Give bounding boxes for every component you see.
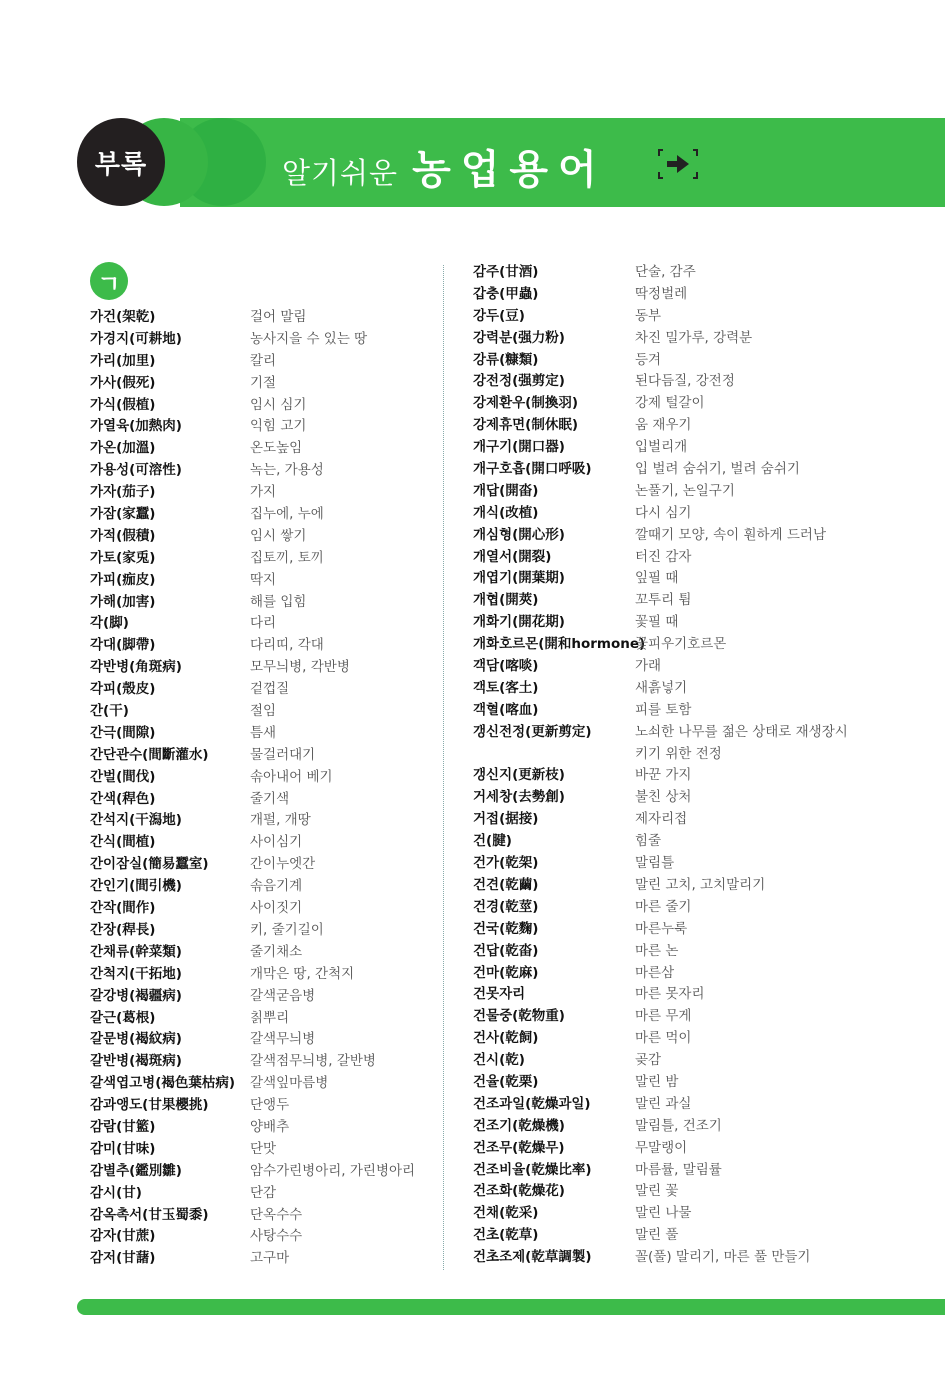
glossary-meaning: 개펄, 개땅 bbox=[250, 812, 311, 829]
glossary-meaning: 단술, 감주 bbox=[635, 264, 696, 280]
glossary-meaning: 절임 bbox=[250, 703, 277, 720]
glossary-term: 건초조제(乾草調製) bbox=[473, 1249, 592, 1266]
glossary-meaning: 다리띠, 각대 bbox=[250, 637, 324, 654]
glossary-meaning: 다리 bbox=[250, 615, 277, 632]
glossary-meaning: 줄기채소 bbox=[250, 943, 303, 960]
glossary-meaning: 물걸러대기 bbox=[250, 746, 316, 763]
arrow-right-bracket-icon bbox=[657, 148, 699, 180]
glossary-term: 감옥촉서(甘玉蜀黍) bbox=[90, 1206, 209, 1223]
glossary-meaning: 꽃필 때 bbox=[635, 614, 679, 631]
glossary-term: 객토(客土) bbox=[473, 679, 539, 696]
glossary-meaning: 말린 꽃 bbox=[635, 1183, 679, 1200]
glossary-term: 개열서(開裂) bbox=[473, 548, 552, 565]
glossary-term: 개화기(開花期) bbox=[473, 614, 565, 631]
glossary-term: 감시(甘) bbox=[90, 1184, 142, 1201]
glossary-meaning: 양배추 bbox=[250, 1118, 290, 1135]
glossary-term: 건조과일(乾燥과일) bbox=[473, 1095, 591, 1112]
glossary-term: 각반병(角斑病) bbox=[90, 659, 182, 676]
glossary-term: 건못자리 bbox=[473, 986, 526, 1003]
glossary-meaning: 움 재우기 bbox=[635, 417, 692, 434]
glossary-term: 간채류(幹菜類) bbox=[90, 943, 182, 960]
glossary-term: 가사(假死) bbox=[90, 374, 156, 391]
glossary-meaning: 단앵두 bbox=[250, 1097, 290, 1114]
glossary-meaning: 꽃피우기호르몬 bbox=[635, 636, 727, 653]
glossary-term: 건국(乾麴) bbox=[473, 920, 539, 937]
glossary-term: 각(脚) bbox=[90, 615, 129, 632]
glossary-term: 강제휴면(制休眠) bbox=[473, 417, 579, 434]
glossary-term: 감미(甘味) bbox=[90, 1140, 156, 1157]
glossary-meaning: 피를 토함 bbox=[635, 701, 692, 718]
glossary-meaning: 갈색점무늬병, 갈반병 bbox=[250, 1053, 376, 1070]
glossary-meaning: 동부 bbox=[635, 307, 662, 324]
glossary-term: 건조기(乾燥機) bbox=[473, 1117, 565, 1134]
glossary-meaning: 겉껍질 bbox=[250, 681, 290, 698]
glossary-meaning: 바꾼 가지 bbox=[635, 767, 692, 784]
glossary-term: 강류(糠類) bbox=[473, 351, 539, 368]
glossary-meaning: 딱정벌레 bbox=[635, 285, 688, 302]
glossary-term: 강두(豆) bbox=[473, 307, 525, 324]
glossary-term: 가경지(可耕地) bbox=[90, 330, 182, 347]
glossary-term: 건(腱) bbox=[473, 833, 512, 850]
glossary-term: 갈색엽고병(褐色葉枯病) bbox=[90, 1075, 236, 1092]
appendix-badge bbox=[77, 118, 165, 206]
glossary-term: 감주(甘酒) bbox=[473, 264, 539, 280]
section-letter: ㄱ bbox=[97, 269, 121, 298]
glossary-term: 갱신지(更新枝) bbox=[473, 767, 565, 784]
glossary-meaning: 말림틀 bbox=[635, 855, 675, 872]
glossary-meaning: 꼬투리 튐 bbox=[635, 592, 692, 609]
glossary-meaning: 가지 bbox=[250, 484, 277, 501]
glossary-term: 객혈(喀血) bbox=[473, 701, 539, 718]
glossary-meaning: 해를 입힘 bbox=[250, 593, 307, 610]
glossary-term: 개화호르몬(開和hormone) bbox=[473, 636, 646, 653]
glossary-meaning: 가래 bbox=[635, 658, 662, 675]
glossary-meaning: 말림틀, 건조기 bbox=[635, 1117, 722, 1134]
glossary-meaning: 줄기색 bbox=[250, 790, 290, 807]
glossary-term: 간척지(干拓地) bbox=[90, 965, 182, 982]
glossary-term: 간극(間隙) bbox=[90, 724, 156, 741]
glossary-term: 건조비율(乾燥比率) bbox=[473, 1161, 592, 1178]
glossary-meaning: 고구마 bbox=[250, 1250, 290, 1267]
glossary-term: 간작(間作) bbox=[90, 900, 156, 917]
glossary-term: 개구기(開口器) bbox=[473, 439, 565, 456]
glossary-term: 가리(加里) bbox=[90, 352, 156, 369]
glossary-term: 갈강병(褐疆病) bbox=[90, 987, 182, 1004]
glossary-meaning: 온도높임 bbox=[250, 440, 303, 457]
glossary-meaning: 농사지을 수 있는 땅 bbox=[250, 330, 368, 347]
glossary-term: 건채(乾采) bbox=[473, 1205, 539, 1222]
glossary-meaning: 마른누룩 bbox=[635, 920, 688, 937]
glossary-term: 개식(改植) bbox=[473, 504, 539, 521]
glossary-term: 가열육(加熱肉) bbox=[90, 418, 182, 435]
glossary-meaning: 꼴(풀) 말리기, 마른 풀 만들기 bbox=[635, 1249, 811, 1266]
glossary-meaning: 입 벌려 숨쉬기, 벌려 숨쉬기 bbox=[635, 461, 800, 478]
glossary-term: 갈문병(褐紋病) bbox=[90, 1031, 182, 1048]
glossary-meaning: 힘줄 bbox=[635, 833, 662, 850]
glossary-meaning: 말린 밤 bbox=[635, 1073, 679, 1090]
appendix-label: 부록 bbox=[94, 149, 148, 180]
glossary-term: 가해(加害) bbox=[90, 593, 156, 610]
glossary-meaning: 말린 나물 bbox=[635, 1205, 692, 1222]
glossary-meaning: 마른 먹이 bbox=[635, 1030, 692, 1047]
glossary-meaning: 터진 감자 bbox=[635, 548, 692, 565]
glossary-term: 가식(假植) bbox=[90, 396, 156, 413]
glossary-term: 간인기(間引機) bbox=[90, 878, 182, 895]
glossary-term: 객담(喀啖) bbox=[473, 658, 539, 675]
glossary-meaning: 사이짓기 bbox=[250, 900, 303, 917]
glossary-meaning: 모무늬병, 각반병 bbox=[250, 659, 350, 676]
glossary-meaning: 말린 고치, 고치말리기 bbox=[635, 876, 766, 893]
glossary-meaning: 곶감 bbox=[635, 1052, 662, 1069]
glossary-term: 각피(殼皮) bbox=[90, 681, 156, 698]
glossary-meaning: 딱지 bbox=[250, 571, 277, 588]
glossary-term: 개구호흡(開口呼吸) bbox=[473, 461, 592, 478]
glossary-term: 감람(甘籃) bbox=[90, 1118, 156, 1135]
glossary-meaning: 키, 줄기길이 bbox=[250, 921, 324, 938]
glossary-meaning: 마른 논 bbox=[635, 942, 679, 959]
glossary-meaning: 단맛 bbox=[250, 1140, 277, 1157]
glossary-term: 가토(家兎) bbox=[90, 549, 156, 566]
glossary-term: 건시(乾) bbox=[473, 1052, 525, 1069]
glossary-meaning: 틈새 bbox=[250, 724, 277, 741]
glossary-meaning: 갈색잎마름병 bbox=[250, 1075, 329, 1092]
glossary-meaning: 마른 무게 bbox=[635, 1008, 692, 1025]
footer-bar bbox=[77, 1299, 945, 1315]
glossary-term: 가용성(可溶性) bbox=[90, 462, 182, 479]
section-letter-badge bbox=[90, 262, 128, 300]
glossary-term: 개심형(開心形) bbox=[473, 526, 565, 543]
glossary-term: 갈근(葛根) bbox=[90, 1009, 156, 1026]
glossary-term: 간색(稈色) bbox=[90, 790, 156, 807]
glossary-term: 강제환우(制換羽) bbox=[473, 395, 579, 412]
glossary-term: 가온(加溫) bbox=[90, 440, 156, 457]
glossary-term: 간장(稈長) bbox=[90, 921, 156, 938]
glossary-term: 건조무(乾燥무) bbox=[473, 1139, 565, 1156]
glossary-meaning: 개막은 땅, 간척지 bbox=[250, 965, 355, 982]
glossary-term: 건답(乾畓) bbox=[473, 942, 539, 959]
glossary-term: 건마(乾麻) bbox=[473, 964, 539, 981]
glossary-meaning: 솎아내어 베기 bbox=[250, 768, 333, 785]
glossary-term: 감과앵도(甘果櫻挑) bbox=[90, 1097, 209, 1114]
glossary-meaning: 걸어 말림 bbox=[250, 309, 307, 325]
page-subtitle: 알기쉬운 bbox=[282, 156, 399, 190]
glossary-meaning: 차진 밀가루, 강력분 bbox=[635, 329, 753, 346]
glossary-meaning: 집누에, 누에 bbox=[250, 506, 324, 523]
glossary-meaning: 임시 쌓기 bbox=[250, 527, 307, 544]
glossary-meaning: 단옥수수 bbox=[250, 1206, 303, 1223]
glossary-meaning: 솎음기계 bbox=[250, 878, 303, 895]
column-divider bbox=[443, 265, 444, 1270]
glossary-meaning: 칡뿌리 bbox=[250, 1009, 290, 1026]
glossary-meaning: 잎필 때 bbox=[635, 570, 679, 587]
glossary-term: 건경(乾莖) bbox=[473, 898, 539, 915]
glossary-meaning: 마른 못자리 bbox=[635, 986, 705, 1003]
glossary-term: 개협(開莢) bbox=[473, 592, 539, 609]
glossary-meaning: 된다듬질, 강전정 bbox=[635, 373, 735, 390]
glossary-meaning: 말린 과실 bbox=[635, 1095, 692, 1112]
glossary-meaning: 익힘 고기 bbox=[250, 418, 307, 435]
glossary-term: 거접(据接) bbox=[473, 811, 539, 828]
glossary-term: 강력분(强力粉) bbox=[473, 329, 565, 346]
glossary-meaning: 노쇠한 나무를 젊은 상태로 재생장시 bbox=[635, 723, 848, 740]
glossary-meaning: 녹는, 가용성 bbox=[250, 462, 324, 479]
glossary-term: 간벌(間伐) bbox=[90, 768, 156, 785]
glossary-term: 강전정(强剪定) bbox=[473, 373, 565, 390]
glossary-meaning: 칼리 bbox=[250, 352, 277, 369]
glossary-meaning: 무말랭이 bbox=[635, 1139, 688, 1156]
glossary-meaning: 다시 심기 bbox=[635, 504, 692, 521]
glossary-term: 가건(架乾) bbox=[90, 309, 156, 325]
glossary-term: 개엽기(開葉期) bbox=[473, 570, 565, 587]
glossary-meaning: 갈색굳음병 bbox=[250, 987, 316, 1004]
glossary-term: 간석지(干潟地) bbox=[90, 812, 182, 829]
glossary-meaning: 키기 위한 전정 bbox=[635, 745, 722, 762]
glossary-meaning: 마른삼 bbox=[635, 964, 675, 981]
glossary-term: 감저(甘藷) bbox=[90, 1250, 156, 1267]
glossary-term: 건조화(乾燥花) bbox=[473, 1183, 565, 1200]
glossary-term: 건물중(乾物重) bbox=[473, 1008, 565, 1025]
glossary-term: 갈반병(褐斑病) bbox=[90, 1053, 182, 1070]
glossary-meaning: 단감 bbox=[250, 1184, 277, 1201]
glossary-meaning: 사탕수수 bbox=[250, 1228, 303, 1245]
glossary-term: 각대(脚帶) bbox=[90, 637, 156, 654]
glossary-term: 건율(乾栗) bbox=[473, 1073, 539, 1090]
glossary-meaning: 강제 털갈이 bbox=[635, 395, 705, 412]
glossary-term: 갱신전정(更新剪定) bbox=[473, 723, 592, 740]
glossary-term: 가적(假積) bbox=[90, 527, 156, 544]
glossary-term: 감별추(鑑別雛) bbox=[90, 1162, 182, 1179]
glossary-meaning: 논풀기, 논일구기 bbox=[635, 482, 735, 499]
glossary-term: 간단관수(間斷灌水) bbox=[90, 746, 209, 763]
page-title-main: 농업용어 bbox=[412, 147, 607, 193]
glossary-meaning: 깔때기 모양, 속이 훤하게 드러남 bbox=[635, 526, 826, 543]
glossary-term: 간식(間植) bbox=[90, 834, 156, 851]
glossary-meaning: 임시 심기 bbox=[250, 396, 307, 413]
glossary-term: 건가(乾架) bbox=[473, 855, 539, 872]
glossary-meaning: 새흙넣기 bbox=[635, 679, 688, 696]
glossary-meaning: 암수가린병아리, 가린병아리 bbox=[250, 1162, 416, 1179]
glossary-term: 간(干) bbox=[90, 703, 129, 720]
glossary-term: 가잠(家蠶) bbox=[90, 506, 156, 523]
glossary-term: 가피(痂皮) bbox=[90, 571, 156, 588]
page-title bbox=[282, 138, 607, 195]
glossary-meaning: 말린 풀 bbox=[635, 1227, 679, 1244]
glossary-meaning: 불친 상처 bbox=[635, 789, 692, 806]
glossary-meaning: 간이누엣간 bbox=[250, 856, 316, 873]
glossary-term: 간이잠실(簡易蠶室) bbox=[90, 856, 209, 873]
glossary-term: 가자(茄子) bbox=[90, 484, 156, 501]
glossary-meaning: 갈색무늬병 bbox=[250, 1031, 316, 1048]
glossary-meaning: 마른 줄기 bbox=[635, 898, 692, 915]
glossary-meaning: 마름률, 말림률 bbox=[635, 1161, 722, 1178]
glossary-term: 건초(乾草) bbox=[473, 1227, 539, 1244]
glossary-meaning: 집토끼, 토끼 bbox=[250, 549, 324, 566]
glossary-term: 거세창(去勢創) bbox=[473, 789, 565, 806]
glossary-meaning: 제자리접 bbox=[635, 811, 688, 828]
glossary-term: 개답(開畓) bbox=[473, 482, 539, 499]
glossary-term: 건사(乾飼) bbox=[473, 1030, 539, 1047]
glossary-term: 감자(甘蔗) bbox=[90, 1228, 156, 1245]
glossary-meaning: 기절 bbox=[250, 374, 277, 391]
glossary-meaning: 사이심기 bbox=[250, 834, 303, 851]
glossary-term: 갑충(甲蟲) bbox=[473, 285, 539, 302]
glossary-meaning: 등겨 bbox=[635, 351, 662, 368]
glossary-term: 건견(乾繭) bbox=[473, 876, 539, 893]
glossary-meaning: 입벌리개 bbox=[635, 439, 688, 456]
